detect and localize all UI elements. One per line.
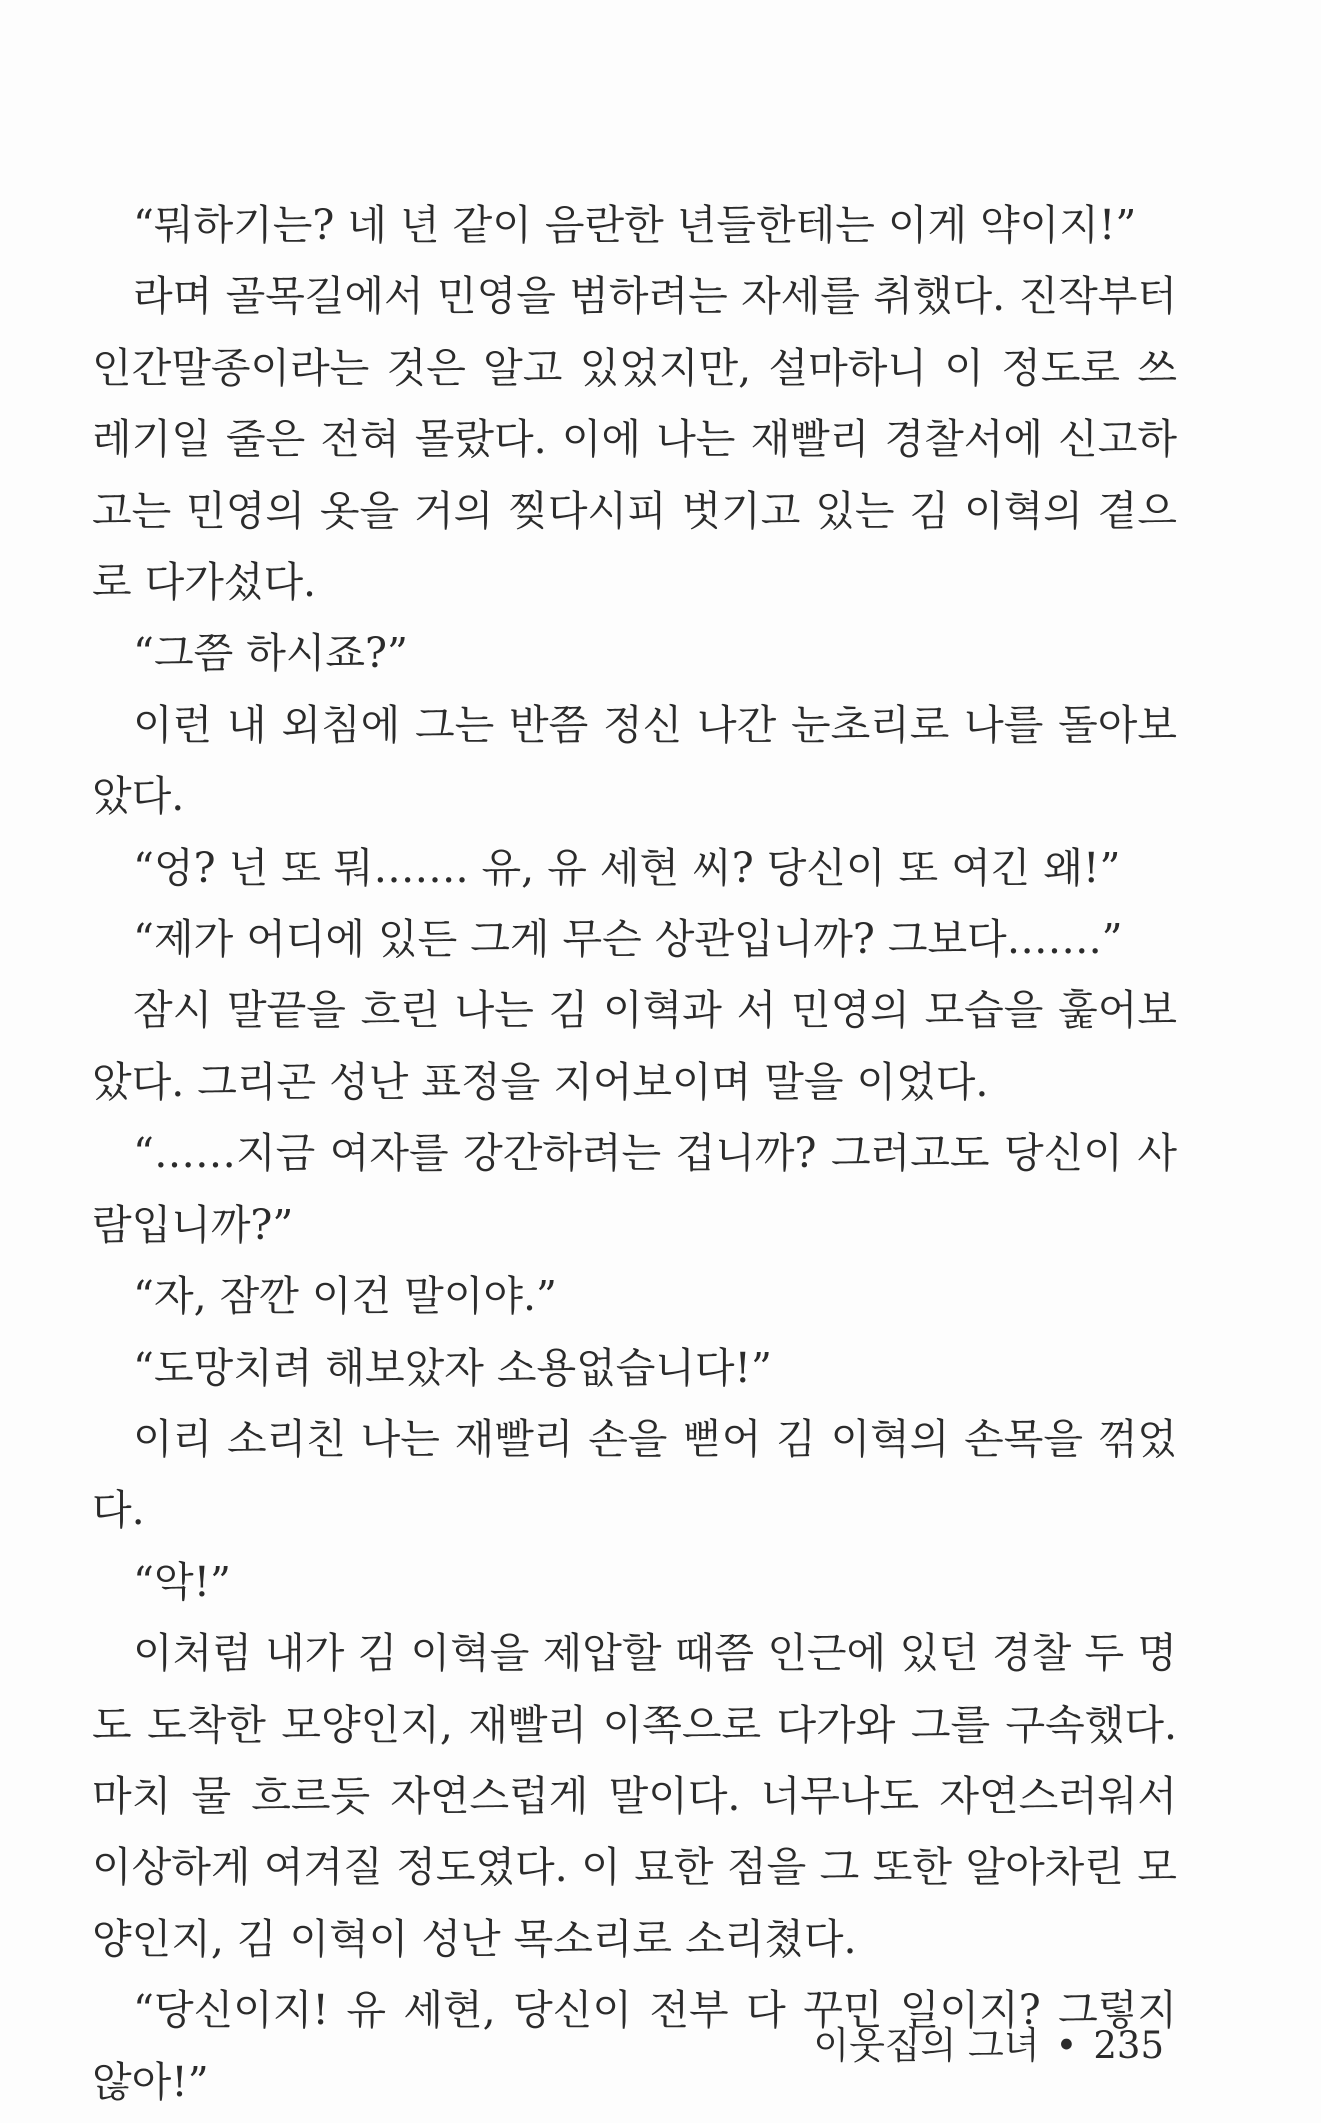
paragraph-2: 라며 골목길에서 민영을 범하려는 자세를 취했다. 진작부터 인간말종이라는 것은 알고 있었지만, 설마하니 이 정도로 쓰레기일 줄은 전혀 몰랐다. 이에 나는 재빨리 경찰서에 신고하고는 민영의 옷을 거의 찢다시피 벗기고 있는 김 이혁의 곁으로 다가섰다. — [92, 272, 1177, 607]
footer-separator: • — [1055, 2024, 1078, 2067]
paragraph-8: “……지금 여자를 강간하려는 겁니까? 그러고도 당신이 사람입니까?” — [92, 1129, 1177, 1249]
paragraph-3: “그쯤 하시죠?” — [133, 629, 408, 678]
paragraph-5: “엉? 넌 또 뭐……. 유, 유 세현 씨? 당신이 또 여긴 왜!” — [133, 843, 1121, 892]
paragraph-13: 이처럼 내가 김 이혁을 제압할 때쯤 인근에 있던 경찰 두 명도 도착한 모양인지, 재빨리 이쪽으로 다가와 그를 구속했다. 마치 물 흐르듯 자연스럽게 말이다. 너무나도 자연스러워서 이상하게 여겨질 정도였다. 이 묘한 점을 그 또한 알아차린 모양인지, 김 이혁이 성난 목소리로 소리쳤다. — [92, 1629, 1177, 1963]
paragraph-4: 이런 내 외침에 그는 반쯤 정신 나간 눈초리로 나를 돌아보았다. — [92, 700, 1177, 821]
running-title: 이웃집의 그녀 — [813, 2024, 1040, 2067]
page-number: 235 — [1093, 2024, 1164, 2067]
paragraph-11: 이리 소리친 나는 재빨리 손을 뻗어 김 이혁의 손목을 꺾었다. — [92, 1414, 1177, 1535]
paragraph-7: 잠시 말끝을 흐린 나는 김 이혁과 서 민영의 모습을 훑어보았다. 그리곤 성난 표정을 지어보이며 말을 이었다. — [92, 986, 1177, 1106]
paragraph-10: “도망치려 해보았자 소용없습니다!” — [133, 1343, 772, 1392]
paragraph-9: “자, 잠깐 이건 말이야.” — [133, 1272, 557, 1321]
paragraph-12: “악!” — [133, 1557, 232, 1606]
paragraph-6: “제가 어디에 있든 그게 무슨 상관입니까? 그보다…….” — [133, 915, 1123, 964]
paragraph-14: “당신이지! 유 세현, 당신이 전부 다 꾸민 일이지? 그렇지 않아!” — [92, 1986, 1177, 2106]
running-footer — [813, 2015, 1164, 2069]
body-text — [92, 190, 1177, 2118]
paragraph-1: “뭐하기는? 네 년 같이 음란한 년들한테는 이게 약이지!” — [133, 201, 1137, 249]
